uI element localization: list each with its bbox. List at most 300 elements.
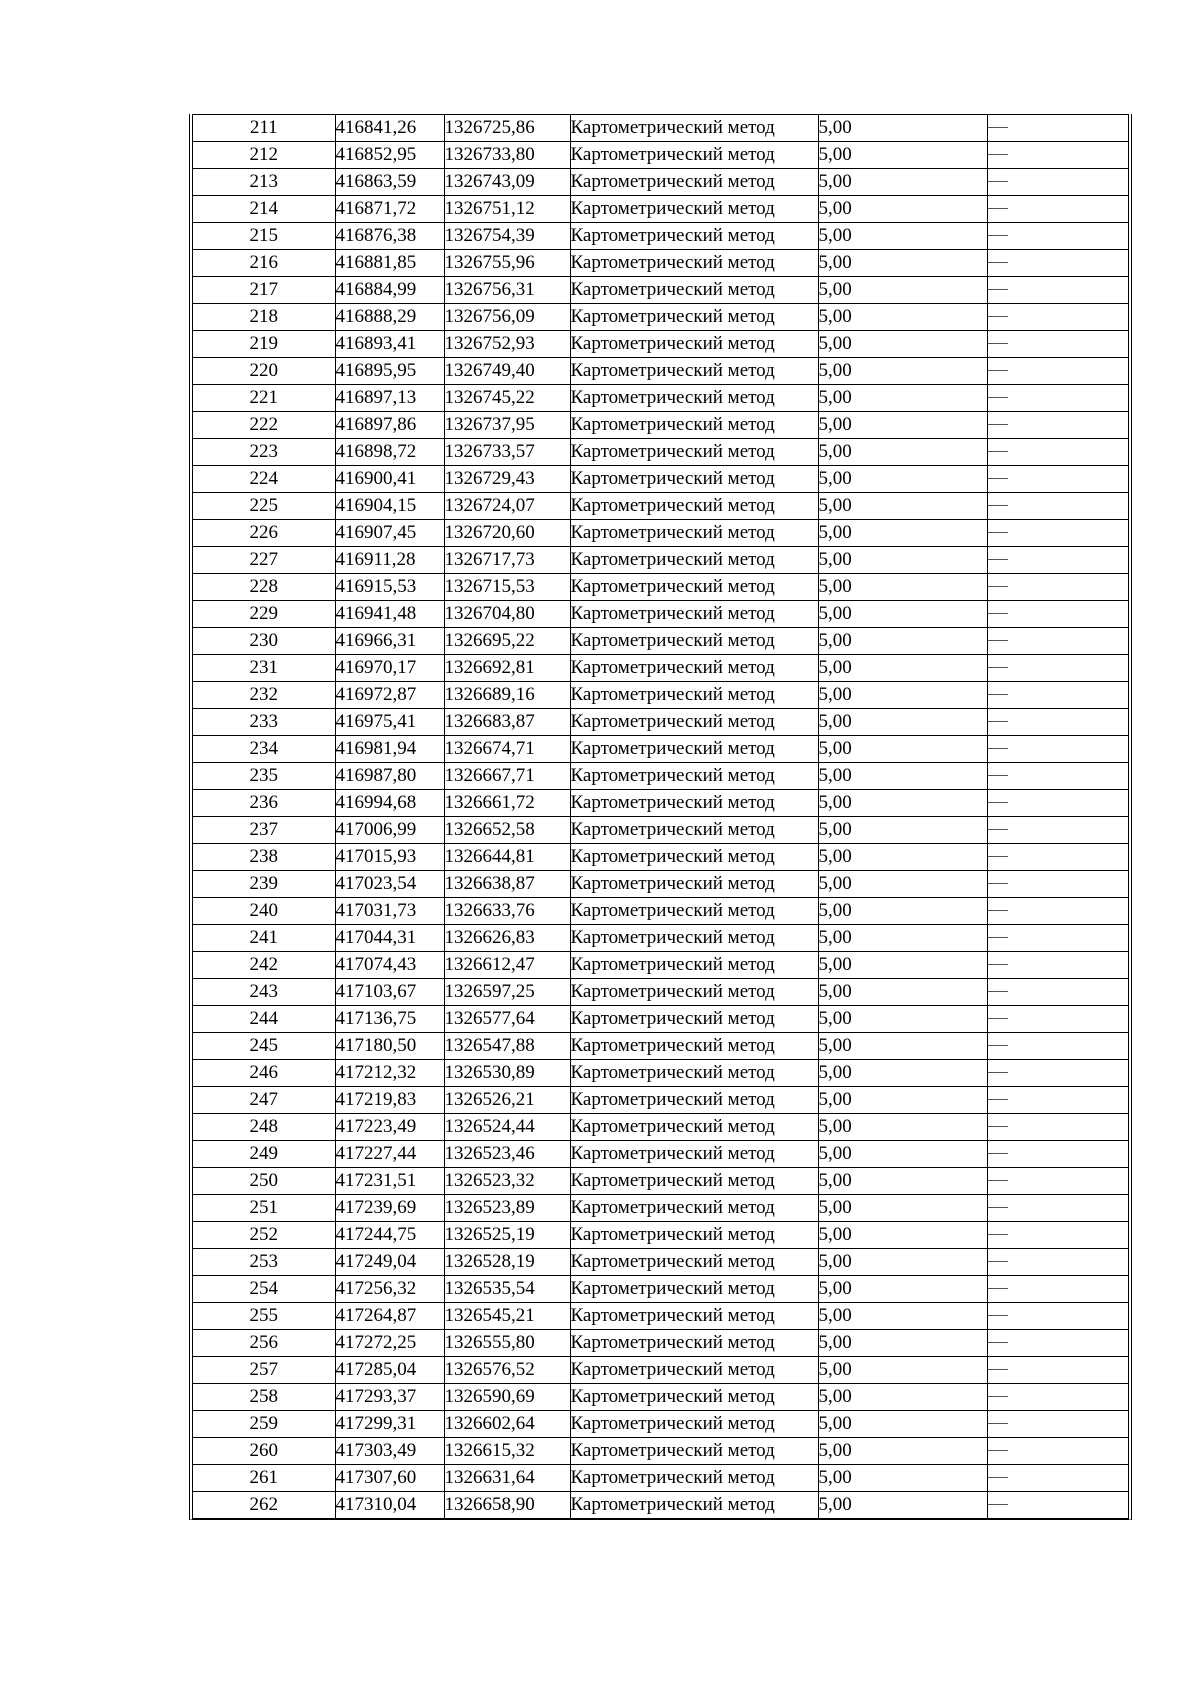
- point-number-cell: 216: [193, 250, 335, 277]
- point-number-cell: 217: [193, 277, 335, 304]
- y-coordinate-cell: 1326661,72: [444, 790, 570, 817]
- method-cell: Картометрический метод: [570, 655, 818, 682]
- accuracy-cell: 5,00: [818, 250, 987, 277]
- dash-mark: [988, 532, 1008, 533]
- note-cell: [987, 844, 1128, 871]
- dash-mark: [988, 748, 1008, 749]
- accuracy-cell: 5,00: [818, 1303, 987, 1330]
- accuracy-cell: 5,00: [818, 844, 987, 871]
- y-coordinate-cell: 1326644,81: [444, 844, 570, 871]
- dash-mark: [988, 208, 1008, 209]
- accuracy-cell: 5,00: [818, 763, 987, 790]
- method-cell: Картометрический метод: [570, 1249, 818, 1276]
- x-coordinate-cell: 416941,48: [335, 601, 444, 628]
- method-cell: Картометрический метод: [570, 574, 818, 601]
- table-row: [193, 1276, 1128, 1303]
- accuracy-cell: 5,00: [818, 466, 987, 493]
- note-cell: [987, 547, 1128, 574]
- point-number-cell: 228: [193, 574, 335, 601]
- accuracy-cell: 5,00: [818, 1492, 987, 1519]
- y-coordinate-cell: 1326695,22: [444, 628, 570, 655]
- point-number-cell: 224: [193, 466, 335, 493]
- x-coordinate-cell: 416893,41: [335, 331, 444, 358]
- table-row: [193, 142, 1128, 169]
- dash-mark: [988, 802, 1008, 803]
- dash-mark: [988, 1153, 1008, 1154]
- note-cell: [987, 1465, 1128, 1492]
- note-cell: [987, 601, 1128, 628]
- method-cell: Картометрический метод: [570, 1411, 818, 1438]
- note-cell: [987, 142, 1128, 169]
- x-coordinate-cell: 417272,25: [335, 1330, 444, 1357]
- y-coordinate-cell: 1326555,80: [444, 1330, 570, 1357]
- accuracy-cell: 5,00: [818, 601, 987, 628]
- table-row: [193, 493, 1128, 520]
- note-cell: [987, 196, 1128, 223]
- table-row: [193, 277, 1128, 304]
- accuracy-cell: 5,00: [818, 1465, 987, 1492]
- accuracy-cell: 5,00: [818, 142, 987, 169]
- y-coordinate-cell: 1326756,09: [444, 304, 570, 331]
- x-coordinate-cell: 416981,94: [335, 736, 444, 763]
- point-number-cell: 246: [193, 1060, 335, 1087]
- dash-mark: [988, 424, 1008, 425]
- table-row: [193, 1465, 1128, 1492]
- note-cell: [987, 223, 1128, 250]
- x-coordinate-cell: 417136,75: [335, 1006, 444, 1033]
- accuracy-cell: 5,00: [818, 277, 987, 304]
- note-cell: [987, 1330, 1128, 1357]
- y-coordinate-cell: 1326590,69: [444, 1384, 570, 1411]
- dash-mark: [988, 316, 1008, 317]
- method-cell: Картометрический метод: [570, 1465, 818, 1492]
- accuracy-cell: 5,00: [818, 817, 987, 844]
- x-coordinate-cell: 416888,29: [335, 304, 444, 331]
- note-cell: [987, 898, 1128, 925]
- table-row: [193, 412, 1128, 439]
- y-coordinate-cell: 1326523,32: [444, 1168, 570, 1195]
- dash-mark: [988, 397, 1008, 398]
- x-coordinate-cell: 416884,99: [335, 277, 444, 304]
- table-row: [193, 1195, 1128, 1222]
- point-number-cell: 250: [193, 1168, 335, 1195]
- dash-mark: [988, 640, 1008, 641]
- dash-mark: [988, 262, 1008, 263]
- accuracy-cell: 5,00: [818, 1438, 987, 1465]
- method-cell: Картометрический метод: [570, 142, 818, 169]
- method-cell: Картометрический метод: [570, 763, 818, 790]
- method-cell: Картометрический метод: [570, 817, 818, 844]
- accuracy-cell: 5,00: [818, 358, 987, 385]
- point-number-cell: 245: [193, 1033, 335, 1060]
- table-row: [193, 1033, 1128, 1060]
- note-cell: [987, 1060, 1128, 1087]
- point-number-cell: 215: [193, 223, 335, 250]
- method-cell: Картометрический метод: [570, 385, 818, 412]
- y-coordinate-cell: 1326633,76: [444, 898, 570, 925]
- note-cell: [987, 1438, 1128, 1465]
- method-cell: Картометрический метод: [570, 169, 818, 196]
- x-coordinate-cell: 417212,32: [335, 1060, 444, 1087]
- note-cell: [987, 871, 1128, 898]
- dash-mark: [988, 1207, 1008, 1208]
- dash-mark: [988, 775, 1008, 776]
- y-coordinate-cell: 1326749,40: [444, 358, 570, 385]
- note-cell: [987, 439, 1128, 466]
- dash-mark: [988, 613, 1008, 614]
- x-coordinate-cell: 417244,75: [335, 1222, 444, 1249]
- y-coordinate-cell: 1326704,80: [444, 601, 570, 628]
- point-number-cell: 211: [193, 115, 335, 142]
- point-number-cell: 223: [193, 439, 335, 466]
- point-number-cell: 258: [193, 1384, 335, 1411]
- point-number-cell: 234: [193, 736, 335, 763]
- table-row: [193, 1330, 1128, 1357]
- note-cell: [987, 628, 1128, 655]
- accuracy-cell: 5,00: [818, 1006, 987, 1033]
- method-cell: Картометрический метод: [570, 304, 818, 331]
- note-cell: [987, 385, 1128, 412]
- note-cell: [987, 763, 1128, 790]
- point-number-cell: 225: [193, 493, 335, 520]
- point-number-cell: 219: [193, 331, 335, 358]
- dash-mark: [988, 910, 1008, 911]
- method-cell: Картометрический метод: [570, 601, 818, 628]
- table-row: [193, 736, 1128, 763]
- dash-mark: [988, 1342, 1008, 1343]
- note-cell: [987, 1249, 1128, 1276]
- point-number-cell: 226: [193, 520, 335, 547]
- table-row: [193, 1303, 1128, 1330]
- accuracy-cell: 5,00: [818, 1060, 987, 1087]
- accuracy-cell: 5,00: [818, 898, 987, 925]
- method-cell: Картометрический метод: [570, 871, 818, 898]
- note-cell: [987, 1168, 1128, 1195]
- table-row: [193, 790, 1128, 817]
- y-coordinate-cell: 1326658,90: [444, 1492, 570, 1519]
- y-coordinate-cell: 1326756,31: [444, 277, 570, 304]
- accuracy-cell: 5,00: [818, 655, 987, 682]
- method-cell: Картометрический метод: [570, 115, 818, 142]
- point-number-cell: 244: [193, 1006, 335, 1033]
- point-number-cell: 237: [193, 817, 335, 844]
- point-number-cell: 261: [193, 1465, 335, 1492]
- note-cell: [987, 1033, 1128, 1060]
- dash-mark: [988, 856, 1008, 857]
- method-cell: Картометрический метод: [570, 709, 818, 736]
- x-coordinate-cell: 417006,99: [335, 817, 444, 844]
- point-number-cell: 242: [193, 952, 335, 979]
- point-number-cell: 247: [193, 1087, 335, 1114]
- table-row: [193, 871, 1128, 898]
- coordinates-table-frame: [189, 114, 1132, 1520]
- y-coordinate-cell: 1326674,71: [444, 736, 570, 763]
- dash-mark: [988, 289, 1008, 290]
- point-number-cell: 255: [193, 1303, 335, 1330]
- dash-mark: [988, 667, 1008, 668]
- table-row: [193, 1222, 1128, 1249]
- y-coordinate-cell: 1326523,46: [444, 1141, 570, 1168]
- y-coordinate-cell: 1326717,73: [444, 547, 570, 574]
- dash-mark: [988, 1072, 1008, 1073]
- note-cell: [987, 1276, 1128, 1303]
- dash-mark: [988, 964, 1008, 965]
- method-cell: Картометрический метод: [570, 1195, 818, 1222]
- dash-mark: [988, 343, 1008, 344]
- table-row: [193, 1168, 1128, 1195]
- point-number-cell: 222: [193, 412, 335, 439]
- table-row: [193, 952, 1128, 979]
- table-row: [193, 844, 1128, 871]
- table-row: [193, 358, 1128, 385]
- table-row: [193, 1492, 1128, 1519]
- dash-mark: [988, 559, 1008, 560]
- note-cell: [987, 358, 1128, 385]
- method-cell: Картометрический метод: [570, 1357, 818, 1384]
- table-row: [193, 1384, 1128, 1411]
- note-cell: [987, 1006, 1128, 1033]
- note-cell: [987, 1114, 1128, 1141]
- table-row: [193, 466, 1128, 493]
- accuracy-cell: 5,00: [818, 331, 987, 358]
- x-coordinate-cell: 417223,49: [335, 1114, 444, 1141]
- accuracy-cell: 5,00: [818, 1114, 987, 1141]
- method-cell: Картометрический метод: [570, 1087, 818, 1114]
- note-cell: [987, 277, 1128, 304]
- x-coordinate-cell: 416911,28: [335, 547, 444, 574]
- dash-mark: [988, 1045, 1008, 1046]
- method-cell: Картометрический метод: [570, 412, 818, 439]
- dash-mark: [988, 127, 1008, 128]
- dash-mark: [988, 478, 1008, 479]
- note-cell: [987, 655, 1128, 682]
- x-coordinate-cell: 417074,43: [335, 952, 444, 979]
- y-coordinate-cell: 1326652,58: [444, 817, 570, 844]
- y-coordinate-cell: 1326577,64: [444, 1006, 570, 1033]
- accuracy-cell: 5,00: [818, 736, 987, 763]
- x-coordinate-cell: 416987,80: [335, 763, 444, 790]
- point-number-cell: 254: [193, 1276, 335, 1303]
- note-cell: [987, 250, 1128, 277]
- accuracy-cell: 5,00: [818, 493, 987, 520]
- x-coordinate-cell: 416881,85: [335, 250, 444, 277]
- table-row: [193, 1357, 1128, 1384]
- note-cell: [987, 790, 1128, 817]
- table-row: [193, 682, 1128, 709]
- accuracy-cell: 5,00: [818, 682, 987, 709]
- note-cell: [987, 1087, 1128, 1114]
- point-number-cell: 240: [193, 898, 335, 925]
- dash-mark: [988, 883, 1008, 884]
- table-row: [193, 1438, 1128, 1465]
- dash-mark: [988, 181, 1008, 182]
- table-row: [193, 817, 1128, 844]
- table-row: [193, 169, 1128, 196]
- y-coordinate-cell: 1326733,57: [444, 439, 570, 466]
- table-row: [193, 1141, 1128, 1168]
- accuracy-cell: 5,00: [818, 790, 987, 817]
- dash-mark: [988, 1396, 1008, 1397]
- table-row: [193, 385, 1128, 412]
- method-cell: Картометрический метод: [570, 1060, 818, 1087]
- x-coordinate-cell: 416970,17: [335, 655, 444, 682]
- y-coordinate-cell: 1326530,89: [444, 1060, 570, 1087]
- point-number-cell: 227: [193, 547, 335, 574]
- table-row: [193, 1249, 1128, 1276]
- x-coordinate-cell: 417219,83: [335, 1087, 444, 1114]
- note-cell: [987, 709, 1128, 736]
- note-cell: [987, 682, 1128, 709]
- table-row: [193, 601, 1128, 628]
- note-cell: [987, 115, 1128, 142]
- note-cell: [987, 412, 1128, 439]
- method-cell: Картометрический метод: [570, 790, 818, 817]
- x-coordinate-cell: 417044,31: [335, 925, 444, 952]
- table-row: [193, 331, 1128, 358]
- table-row: [193, 115, 1128, 142]
- y-coordinate-cell: 1326720,60: [444, 520, 570, 547]
- coordinates-table-body: [193, 115, 1128, 1519]
- y-coordinate-cell: 1326545,21: [444, 1303, 570, 1330]
- y-coordinate-cell: 1326524,44: [444, 1114, 570, 1141]
- point-number-cell: 213: [193, 169, 335, 196]
- method-cell: Картометрический метод: [570, 1492, 818, 1519]
- dash-mark: [988, 937, 1008, 938]
- note-cell: [987, 169, 1128, 196]
- table-row: [193, 979, 1128, 1006]
- y-coordinate-cell: 1326755,96: [444, 250, 570, 277]
- point-number-cell: 257: [193, 1357, 335, 1384]
- note-cell: [987, 1195, 1128, 1222]
- accuracy-cell: 5,00: [818, 439, 987, 466]
- point-number-cell: 251: [193, 1195, 335, 1222]
- dash-mark: [988, 451, 1008, 452]
- x-coordinate-cell: 416895,95: [335, 358, 444, 385]
- x-coordinate-cell: 417023,54: [335, 871, 444, 898]
- accuracy-cell: 5,00: [818, 1195, 987, 1222]
- x-coordinate-cell: 416907,45: [335, 520, 444, 547]
- accuracy-cell: 5,00: [818, 1222, 987, 1249]
- x-coordinate-cell: 416994,68: [335, 790, 444, 817]
- note-cell: [987, 1303, 1128, 1330]
- accuracy-cell: 5,00: [818, 1357, 987, 1384]
- x-coordinate-cell: 417264,87: [335, 1303, 444, 1330]
- y-coordinate-cell: 1326725,86: [444, 115, 570, 142]
- method-cell: Картометрический метод: [570, 1222, 818, 1249]
- method-cell: Картометрический метод: [570, 196, 818, 223]
- note-cell: [987, 1222, 1128, 1249]
- dash-mark: [988, 829, 1008, 830]
- method-cell: Картометрический метод: [570, 1006, 818, 1033]
- point-number-cell: 232: [193, 682, 335, 709]
- dash-mark: [988, 1261, 1008, 1262]
- point-number-cell: 212: [193, 142, 335, 169]
- point-number-cell: 236: [193, 790, 335, 817]
- note-cell: [987, 1492, 1128, 1519]
- x-coordinate-cell: 416897,86: [335, 412, 444, 439]
- method-cell: Картометрический метод: [570, 952, 818, 979]
- x-coordinate-cell: 416863,59: [335, 169, 444, 196]
- table-row: [193, 1411, 1128, 1438]
- method-cell: Картометрический метод: [570, 223, 818, 250]
- accuracy-cell: 5,00: [818, 1087, 987, 1114]
- accuracy-cell: 5,00: [818, 979, 987, 1006]
- dash-mark: [988, 1477, 1008, 1478]
- x-coordinate-cell: 417299,31: [335, 1411, 444, 1438]
- point-number-cell: 233: [193, 709, 335, 736]
- table-row: [193, 925, 1128, 952]
- y-coordinate-cell: 1326638,87: [444, 871, 570, 898]
- note-cell: [987, 817, 1128, 844]
- method-cell: Картометрический метод: [570, 439, 818, 466]
- method-cell: Картометрический метод: [570, 250, 818, 277]
- dash-mark: [988, 1126, 1008, 1127]
- accuracy-cell: 5,00: [818, 304, 987, 331]
- dash-mark: [988, 1369, 1008, 1370]
- table-row: [193, 1060, 1128, 1087]
- accuracy-cell: 5,00: [818, 1033, 987, 1060]
- y-coordinate-cell: 1326626,83: [444, 925, 570, 952]
- table-row: [193, 223, 1128, 250]
- note-cell: [987, 1384, 1128, 1411]
- point-number-cell: 235: [193, 763, 335, 790]
- y-coordinate-cell: 1326737,95: [444, 412, 570, 439]
- accuracy-cell: 5,00: [818, 547, 987, 574]
- y-coordinate-cell: 1326752,93: [444, 331, 570, 358]
- point-number-cell: 239: [193, 871, 335, 898]
- y-coordinate-cell: 1326743,09: [444, 169, 570, 196]
- accuracy-cell: 5,00: [818, 1168, 987, 1195]
- point-number-cell: 249: [193, 1141, 335, 1168]
- y-coordinate-cell: 1326523,89: [444, 1195, 570, 1222]
- dash-mark: [988, 1288, 1008, 1289]
- table-row: [193, 898, 1128, 925]
- note-cell: [987, 331, 1128, 358]
- x-coordinate-cell: 417239,69: [335, 1195, 444, 1222]
- method-cell: Картометрический метод: [570, 628, 818, 655]
- point-number-cell: 243: [193, 979, 335, 1006]
- y-coordinate-cell: 1326683,87: [444, 709, 570, 736]
- x-coordinate-cell: 416871,72: [335, 196, 444, 223]
- note-cell: [987, 304, 1128, 331]
- y-coordinate-cell: 1326754,39: [444, 223, 570, 250]
- accuracy-cell: 5,00: [818, 952, 987, 979]
- point-number-cell: 260: [193, 1438, 335, 1465]
- x-coordinate-cell: 417307,60: [335, 1465, 444, 1492]
- y-coordinate-cell: 1326547,88: [444, 1033, 570, 1060]
- point-number-cell: 218: [193, 304, 335, 331]
- y-coordinate-cell: 1326602,64: [444, 1411, 570, 1438]
- x-coordinate-cell: 417103,67: [335, 979, 444, 1006]
- table-row: [193, 520, 1128, 547]
- method-cell: Картометрический метод: [570, 1033, 818, 1060]
- y-coordinate-cell: 1326597,25: [444, 979, 570, 1006]
- y-coordinate-cell: 1326615,32: [444, 1438, 570, 1465]
- dash-mark: [988, 370, 1008, 371]
- accuracy-cell: 5,00: [818, 925, 987, 952]
- point-number-cell: 241: [193, 925, 335, 952]
- y-coordinate-cell: 1326724,07: [444, 493, 570, 520]
- x-coordinate-cell: 416904,15: [335, 493, 444, 520]
- method-cell: Картометрический метод: [570, 331, 818, 358]
- accuracy-cell: 5,00: [818, 628, 987, 655]
- dash-mark: [988, 1423, 1008, 1424]
- accuracy-cell: 5,00: [818, 520, 987, 547]
- x-coordinate-cell: 416915,53: [335, 574, 444, 601]
- note-cell: [987, 925, 1128, 952]
- method-cell: Картометрический метод: [570, 1438, 818, 1465]
- y-coordinate-cell: 1326689,16: [444, 682, 570, 709]
